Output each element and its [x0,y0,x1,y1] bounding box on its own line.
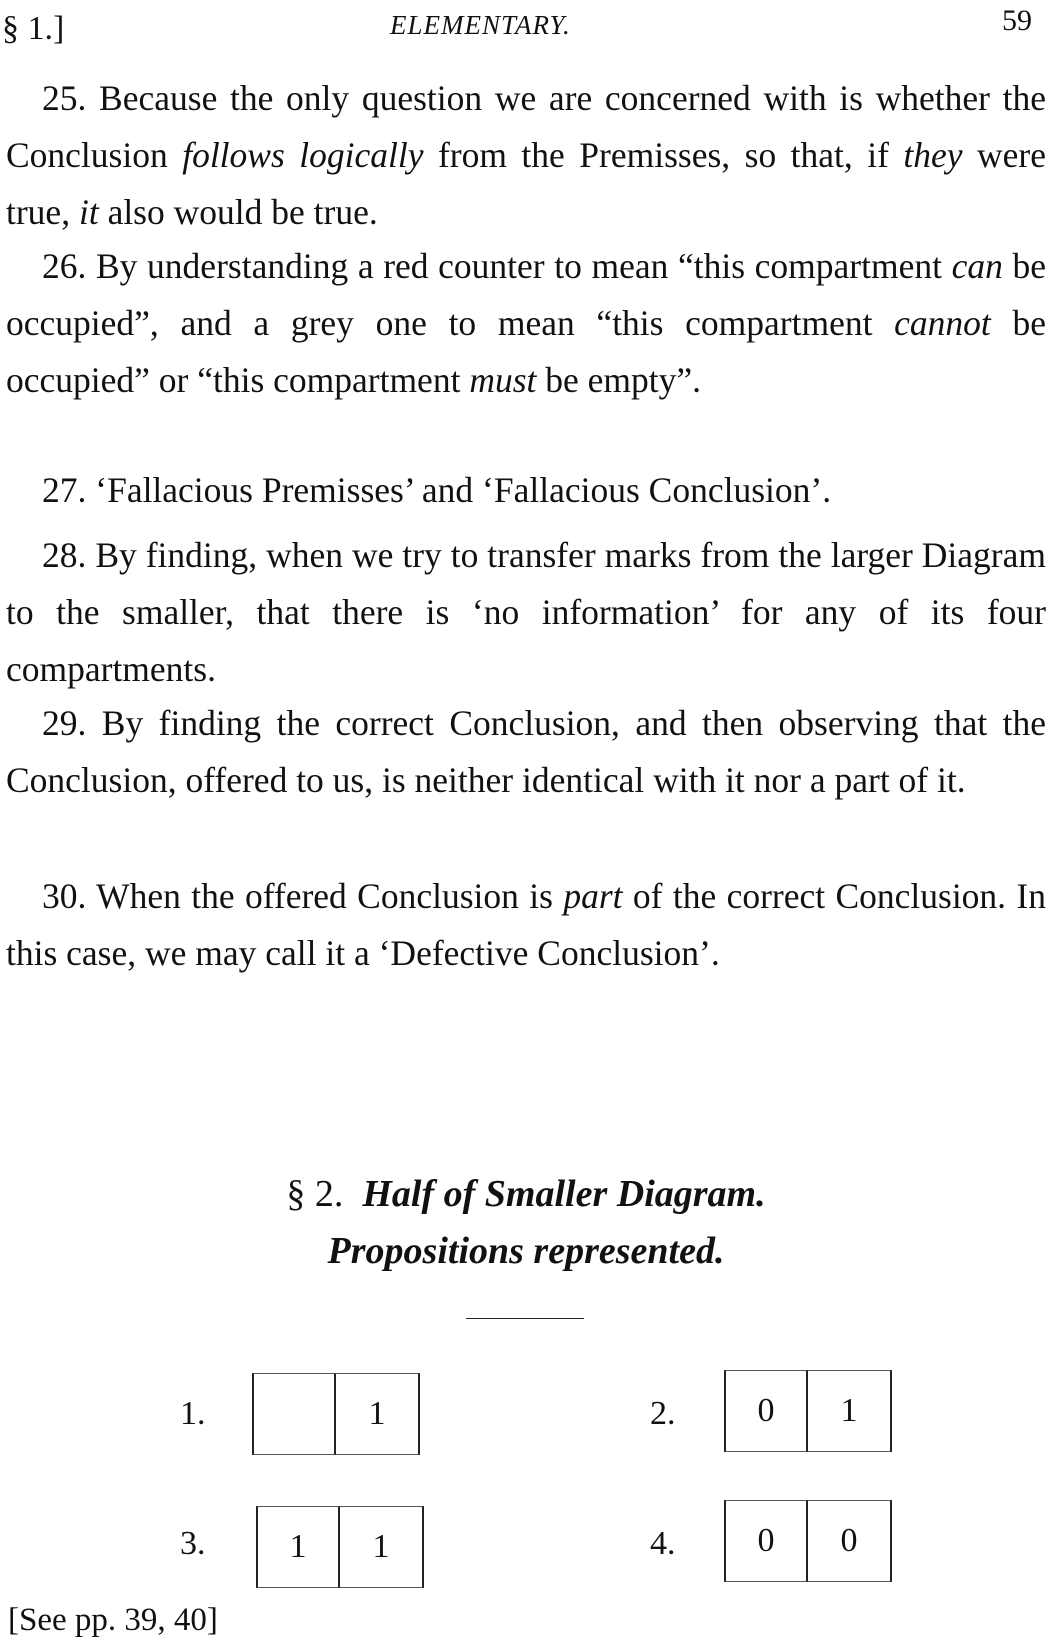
answer-26-text-1: 26. By understanding a red counter to mean “this compartment [42,246,952,286]
diagram-2 [724,1370,892,1452]
diagram-1-left-cell [252,1373,336,1455]
answer-29-text: 29. By finding the correct Conclusion, and then observing that the Conclusion, offered to us, is neither identical with it nor a part of it. [6,703,1046,800]
diagram-2-left-cell: 0 [724,1370,808,1452]
diagram-4-label: 4. [650,1525,676,1562]
diagram-1-label: 1. [180,1395,206,1432]
answer-26-italic-3: must [469,360,537,400]
diagram-4-left-cell: 0 [724,1500,808,1582]
running-header [0,4,1052,54]
answer-28-text: 28. By finding, when we try to transfer marks from the larger Diagram to the smaller, that there is ‘no information’ for any of its four compartments. [6,535,1046,689]
answer-26-text-2: be occupied”, and a grey one to mean “this compartment [6,246,1046,343]
answer-30-text-2: of the correct Conclusion. In this case, we may call it a ‘Defective Conclusion’. [6,876,1047,973]
answer-27 [6,462,1046,519]
diagram-4-right-cell: 0 [808,1500,892,1582]
page-number: 59 [1002,4,1032,37]
answer-26-italic-2: cannot [894,303,991,343]
answer-25-italic-2: they [903,135,963,175]
diagram-2-label: 2. [650,1395,676,1432]
diagram-2-right-cell: 1 [808,1370,892,1452]
answer-26-text-3: be occupied” or “this compartment [6,303,1046,400]
cross-reference-note: [See pp. 39, 40] [8,1602,218,1638]
answer-25-text-1: 25. Because the only question we are concerned with is whether the Conclusion [6,78,1046,175]
section-subheading [0,1222,1052,1280]
answer-25-text-2: from the Premisses, so that, if [423,135,904,175]
answer-26 [6,238,1046,409]
answer-28 [6,527,1046,698]
answer-27-text: 27. ‘Fallacious Premisses’ and ‘Fallacious Conclusion’. [42,470,832,510]
answer-26-text-4: be empty”. [536,360,702,400]
answer-30-italic: part [563,876,623,916]
diagram-1-right-cell: 1 [336,1373,420,1455]
answer-25 [6,70,1046,241]
answer-30 [6,868,1046,982]
answer-26-italic-1: can [951,246,1003,286]
answer-30-text-1: 30. When the offered Conclusion is [42,876,564,916]
section-reference: § 1.] [2,10,65,47]
section-title-line-2: Propositions represented. [327,1230,725,1272]
section-divider [466,1318,584,1319]
diagram-3-left-cell: 1 [256,1506,340,1588]
diagram-3-label: 3. [180,1525,206,1562]
answer-25-italic-1: follows logically [182,135,424,175]
answer-29 [6,695,1046,809]
answer-25-text-3: were true, [6,135,1046,232]
diagram-3-right-cell: 1 [340,1506,424,1588]
diagram-3 [256,1506,424,1588]
diagram-1 [252,1373,420,1455]
running-title: ELEMENTARY. [390,10,571,40]
section-number: § 2. [286,1173,344,1215]
section-heading [0,1165,1052,1223]
answer-25-italic-3: it [78,192,99,232]
answer-25-text-4: also would be true. [98,192,378,232]
diagram-4 [724,1500,892,1582]
section-title-line-1: Half of Smaller Diagram. [362,1173,766,1215]
